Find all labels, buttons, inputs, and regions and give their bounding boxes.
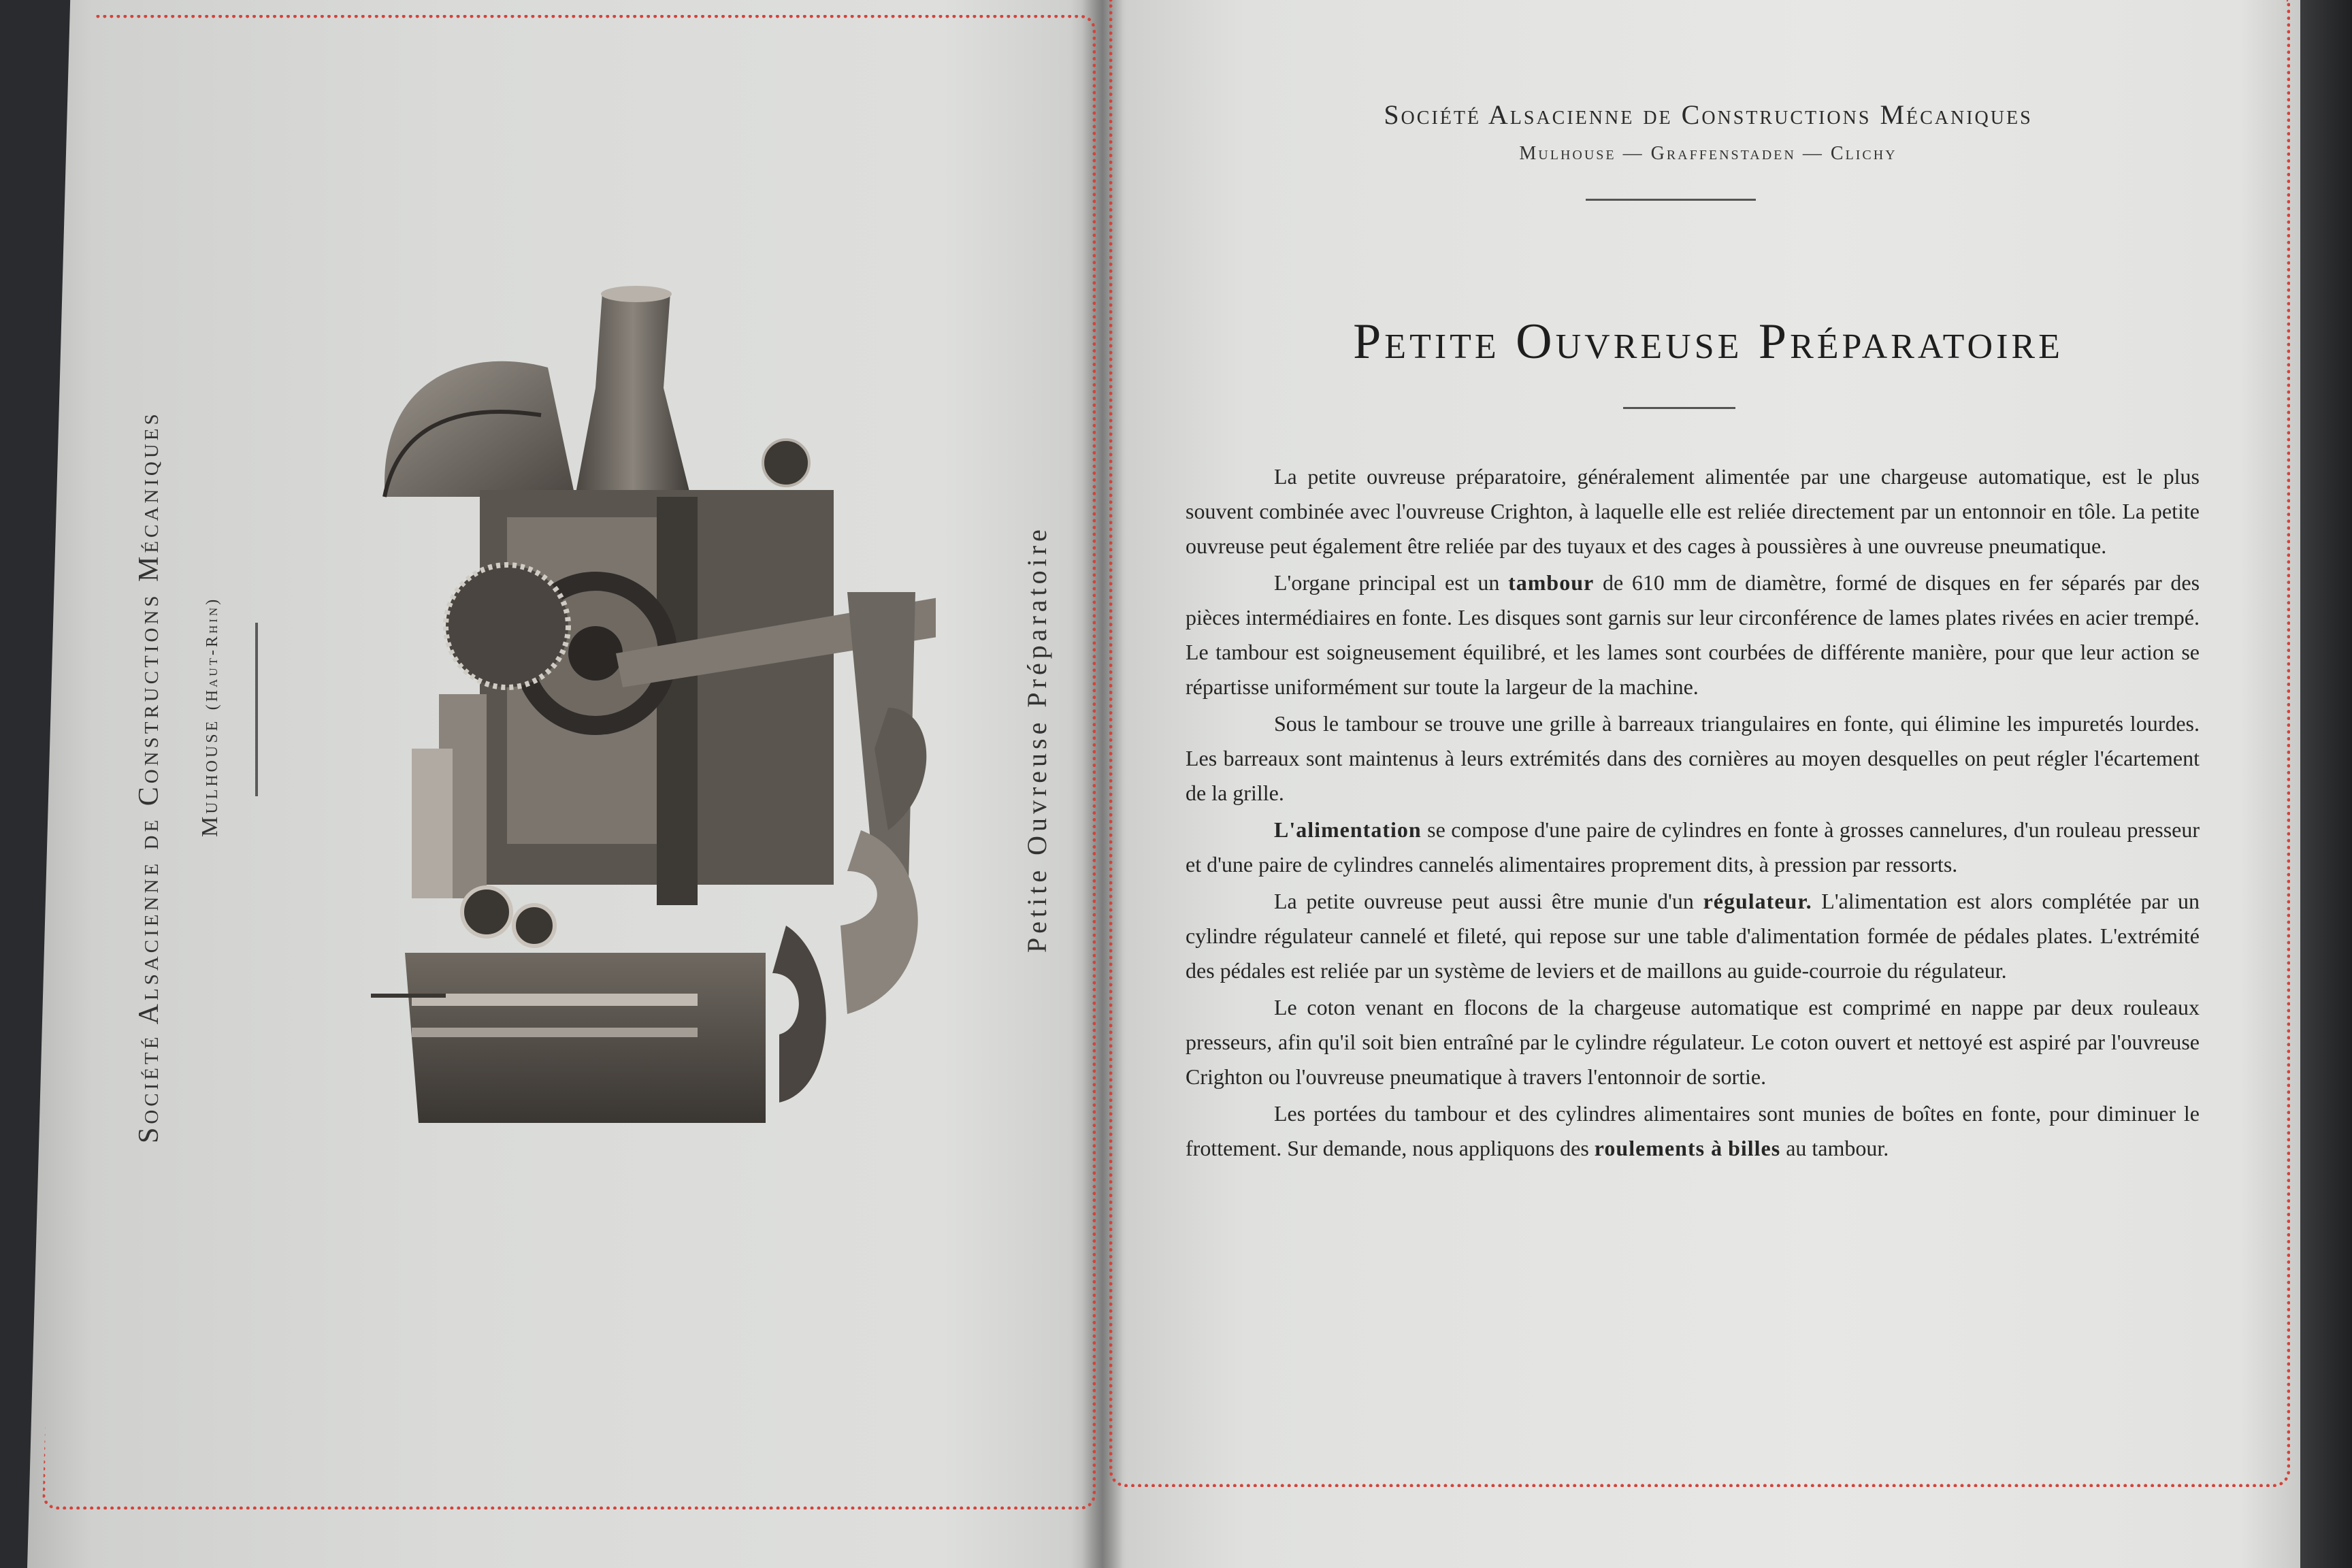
opener-machine-illustration <box>371 272 936 1130</box>
spine-rule <box>255 623 258 796</box>
p7-bold-roulements: roulements à <box>1594 1136 1723 1160</box>
header-rule <box>1586 199 1756 201</box>
body-text <box>1186 459 2200 1168</box>
spine-city <box>197 597 223 837</box>
paragraph-2 <box>1186 566 2200 704</box>
spine-company-name: Société Alsacienne de Constructions Mécaniques <box>133 410 165 1143</box>
paragraph-5 <box>1186 884 2200 988</box>
paragraph-1: La petite ouvreuse préparatoire, généralement alimentée par une chargeuse automatique, est le plus souvent combinée avec l'ouvreuse Crighton, à laquelle elle est reliée directement par un entonnoir en tôle. La petite ouvreuse peut également être reliée par des tuyaux et des cages à poussières à une ouvreuse pneumatique. <box>1186 464 2200 558</box>
p2-text-a: L'organe principal est un <box>1274 570 1500 595</box>
spine-product-title: Petite Ouvreuse Préparatoire <box>1022 525 1052 953</box>
header-company-name: Société Alsacienne de Constructions Mécaniques <box>1384 99 2033 130</box>
spine-region: (Haut-Rhin) <box>203 596 221 710</box>
p7-bold-billes: billes <box>1728 1136 1781 1160</box>
p5-text-b: L'alimentation est alors complétée par un cylindre régulateur cannelé et fileté, qui repose sur une table d'alimentation formée de pédales plates. L'extrémité des pédales est reliée par un système de leviers et de maillons au guide-courroie du régulateur. <box>1186 889 2200 983</box>
header-cities: Mulhouse — Graffenstaden — Clichy <box>1519 143 1897 164</box>
paragraph-7 <box>1186 1096 2200 1166</box>
paragraph-6: Le coton venant en flocons de la chargeuse automatique est comprimé en nappe par deux rouleaux presseurs, afin qu'il soit bien entraîné par le cylindre régulateur. Le coton ouvert et nettoyé est aspiré par l'ouvreuse Crighton ou l'ouvreuse pneumatique à travers l'entonnoir de sortie. <box>1186 995 2200 1089</box>
p7-text-b: au tambour. <box>1786 1136 1889 1160</box>
paragraph-3: Sous le tambour se trouve une grille à barreaux triangulaires en fonte, qui élimine les impuretés lourdes. Les barreaux sont maintenus à leurs extrémités dans des cornières au moyen desquelles on peut régler l'écartement de la grille. <box>1186 711 2200 805</box>
p5-bold-regulateur: régulateur. <box>1703 889 1812 913</box>
p2-text-b: de 610 mm de diamètre, formé de disques en fer séparés par des pièces intermédiaires en fonte. Les disques sont garnis sur leur circonférence de lames plates rivées en acier trempé. Le tambour est soigneusement équilibré, et les lames sont courbées de différente manière, pour que leur action se répartisse uniformément sur toute la largeur de la machine. <box>1186 570 2200 699</box>
page-title: Petite Ouvreuse Préparatoire <box>1353 314 2063 370</box>
background-edge <box>2300 0 2352 1568</box>
title-rule <box>1623 407 1735 409</box>
p4-bold-alimentation: L'alimentation <box>1274 817 1422 842</box>
spine-city-name: Mulhouse <box>197 718 223 837</box>
p4-text: se compose d'une paire de cylindres en fonte à grosses cannelures, d'un rouleau presseur et d'une paire de cylindres cannelés alimentaires proprement dits, à pression par ressorts. <box>1186 817 2200 877</box>
p2-bold-tambour: tambour <box>1508 570 1595 595</box>
p7-text-a: Les portées du tambour et des cylindres alimentaires sont munies de boîtes en fonte, pour diminuer le frottement. Sur demande, nous appliquons des <box>1186 1101 2200 1160</box>
p5-text-a: La petite ouvreuse peut aussi être munie d'un <box>1274 889 1694 913</box>
paragraph-4 <box>1186 813 2200 882</box>
